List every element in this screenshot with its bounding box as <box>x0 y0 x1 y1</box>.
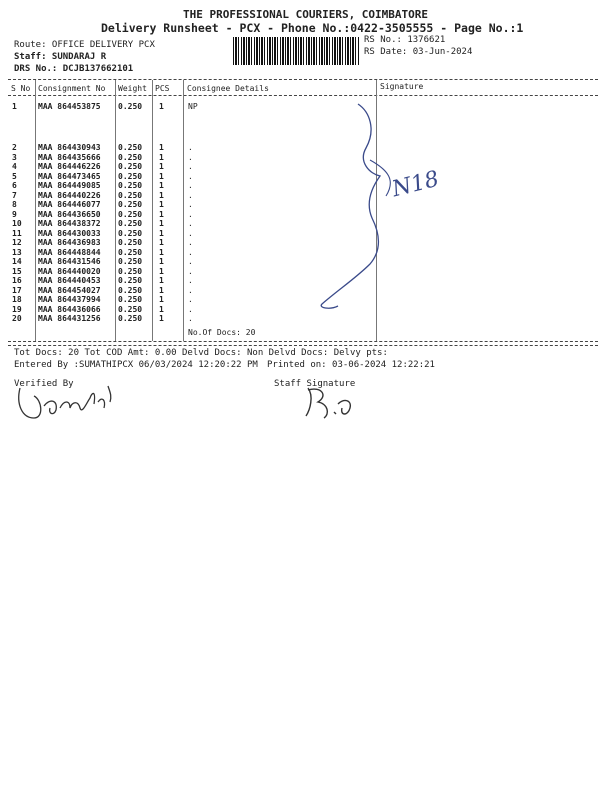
row-weight: 0.250 <box>118 152 143 162</box>
row-consignment: MAA 864453875 <box>38 102 101 111</box>
entered-by: Entered By :SUMATHIPCX 06/03/2024 12:20:22 PM <box>14 360 258 370</box>
row-pcs: 1 <box>159 219 164 228</box>
table-header-rule <box>8 95 598 96</box>
row-weight: 0.250 <box>118 276 143 285</box>
row-consignee: . <box>188 171 193 181</box>
row-consignment: MAA 864446226 <box>38 162 101 171</box>
rs-date: RS Date: 03-Jun-2024 <box>364 47 473 57</box>
row-sno: 1 <box>12 102 17 111</box>
footer-rule <box>8 345 598 346</box>
row-pcs: 1 <box>159 314 164 323</box>
row-consignee: . <box>188 257 193 266</box>
row-weight: 0.250 <box>118 247 143 257</box>
row-consignee: . <box>188 228 193 238</box>
row-pcs: 1 <box>159 181 164 190</box>
row-weight: 0.250 <box>118 314 143 323</box>
table-top-rule <box>8 79 598 80</box>
row-consignment: MAA 864436066 <box>38 304 101 314</box>
row-sno: 17 <box>12 285 22 295</box>
row-sno: 14 <box>12 257 22 266</box>
row-consignee: . <box>188 190 193 200</box>
col-header-consignment: Consignment No <box>38 84 106 93</box>
row-pcs: 1 <box>159 257 164 266</box>
verified-signature <box>14 378 124 426</box>
row-consignee: . <box>188 219 193 228</box>
staff-signature <box>300 382 370 422</box>
rs-number: RS No.: 1376621 <box>364 35 446 45</box>
row-sno: 15 <box>12 266 22 276</box>
row-sno: 5 <box>12 171 17 181</box>
docs-count: No.Of Docs: 20 <box>188 328 256 337</box>
row-consignee: . <box>188 209 193 219</box>
row-pcs: 1 <box>159 143 164 152</box>
row-pcs: 1 <box>159 266 164 276</box>
row-consignment: MAA 864454027 <box>38 285 101 295</box>
row-consignee: . <box>188 143 193 152</box>
row-consignment: MAA 864448844 <box>38 247 101 257</box>
row-pcs: 1 <box>159 238 164 247</box>
col-header-consignee: Consignee Details <box>187 84 269 93</box>
row-pcs: 1 <box>159 200 164 209</box>
row-sno: 6 <box>12 181 17 190</box>
verified-by-label: Verified By <box>14 379 74 389</box>
row-pcs: 1 <box>159 171 164 181</box>
row-consignee: . <box>188 238 193 247</box>
row-sno: 13 <box>12 247 22 257</box>
row-sno: 8 <box>12 200 17 209</box>
row-consignment: MAA 864438372 <box>38 219 101 228</box>
row-consignment: MAA 864435666 <box>38 152 101 162</box>
row-sno: 4 <box>12 162 17 171</box>
row-weight: 0.250 <box>118 143 143 152</box>
row-weight: 0.250 <box>118 181 143 190</box>
row-weight: 0.250 <box>118 102 143 111</box>
row-weight: 0.250 <box>118 304 143 314</box>
row-sno: 19 <box>12 304 22 314</box>
printed-on: Printed on: 03-06-2024 12:22:21 <box>267 360 435 370</box>
row-sno: 9 <box>12 209 17 219</box>
row-weight: 0.250 <box>118 190 143 200</box>
row-sno: 10 <box>12 219 22 228</box>
row-weight: 0.250 <box>118 266 143 276</box>
row-consignee: . <box>188 295 193 304</box>
row-sno: 20 <box>12 314 22 323</box>
drs-number: DRS No.: DCJB137662101 <box>14 64 134 74</box>
row-consignment: MAA 864446077 <box>38 200 101 209</box>
row-weight: 0.250 <box>118 228 143 238</box>
row-weight: 0.250 <box>118 295 143 304</box>
company-name: THE PROFESSIONAL COURIERS, COIMBATORE <box>183 8 429 21</box>
row-consignment: MAA 864440226 <box>38 190 101 200</box>
row-consignment: MAA 864449085 <box>38 181 101 190</box>
row-consignee: . <box>188 152 193 162</box>
table-bottom-rule <box>8 341 598 342</box>
row-pcs: 1 <box>159 190 164 200</box>
row-pcs: 1 <box>159 102 164 111</box>
row-sno: 3 <box>12 152 17 162</box>
row-pcs: 1 <box>159 295 164 304</box>
route-label: Route: OFFICE DELIVERY PCX <box>14 40 155 50</box>
row-consignment: MAA 864440020 <box>38 266 101 276</box>
row-consignment: MAA 864440453 <box>38 276 101 285</box>
staff-label: Staff: SUNDARAJ R <box>14 52 107 62</box>
row-consignee: NP <box>188 102 198 111</box>
handwritten-note: N18 <box>389 166 442 203</box>
row-weight: 0.250 <box>118 162 143 171</box>
row-weight: 0.250 <box>118 219 143 228</box>
staff-signature-label: Staff Signature <box>274 379 356 389</box>
row-weight: 0.250 <box>118 285 143 295</box>
row-weight: 0.250 <box>118 209 143 219</box>
row-pcs: 1 <box>159 152 164 162</box>
row-consignee: . <box>188 247 193 257</box>
row-consignment: MAA 864473465 <box>38 171 101 181</box>
row-sno: 18 <box>12 295 22 304</box>
row-sno: 12 <box>12 238 22 247</box>
row-consignment: MAA 864431546 <box>38 257 101 266</box>
totals-line: Tot Docs: 20 Tot COD Amt: 0.00 Delvd Docs: Non Delvd Docs: Delvy pts: <box>14 348 388 358</box>
row-consignee: . <box>188 200 193 209</box>
row-consignment: MAA 864431256 <box>38 314 101 323</box>
row-consignee: . <box>188 304 193 314</box>
row-consignment: MAA 864430033 <box>38 228 101 238</box>
row-pcs: 1 <box>159 276 164 285</box>
row-pcs: 1 <box>159 247 164 257</box>
row-weight: 0.250 <box>118 238 143 247</box>
row-pcs: 1 <box>159 304 164 314</box>
row-pcs: 1 <box>159 228 164 238</box>
col-header-sno: S No <box>11 84 31 93</box>
row-weight: 0.250 <box>118 171 143 181</box>
row-sno: 2 <box>12 143 17 152</box>
col-header-signature: Signature <box>380 82 424 91</box>
col-header-weight: Weight <box>118 84 147 93</box>
row-weight: 0.250 <box>118 200 143 209</box>
col-header-pcs: PCS <box>155 84 170 93</box>
row-consignee: . <box>188 162 193 171</box>
row-consignment: MAA 864436650 <box>38 209 101 219</box>
row-consignee: . <box>188 181 193 190</box>
row-pcs: 1 <box>159 162 164 171</box>
row-pcs: 1 <box>159 209 164 219</box>
row-sno: 11 <box>12 228 22 238</box>
row-sno: 16 <box>12 276 22 285</box>
delivery-scribble <box>300 100 470 320</box>
row-consignment: MAA 864436983 <box>38 238 101 247</box>
row-consignee: . <box>188 266 193 276</box>
row-consignee: . <box>188 285 193 295</box>
row-sno: 7 <box>12 190 17 200</box>
row-consignment: MAA 864437994 <box>38 295 101 304</box>
row-weight: 0.250 <box>118 257 143 266</box>
row-consignment: MAA 864430943 <box>38 143 101 152</box>
row-consignee: . <box>188 314 193 323</box>
row-consignee: . <box>188 276 193 285</box>
page-title: Delivery Runsheet - PCX - Phone No.:0422-3505555 - Page No.:1 <box>101 21 524 35</box>
row-pcs: 1 <box>159 285 164 295</box>
barcode <box>233 37 360 65</box>
